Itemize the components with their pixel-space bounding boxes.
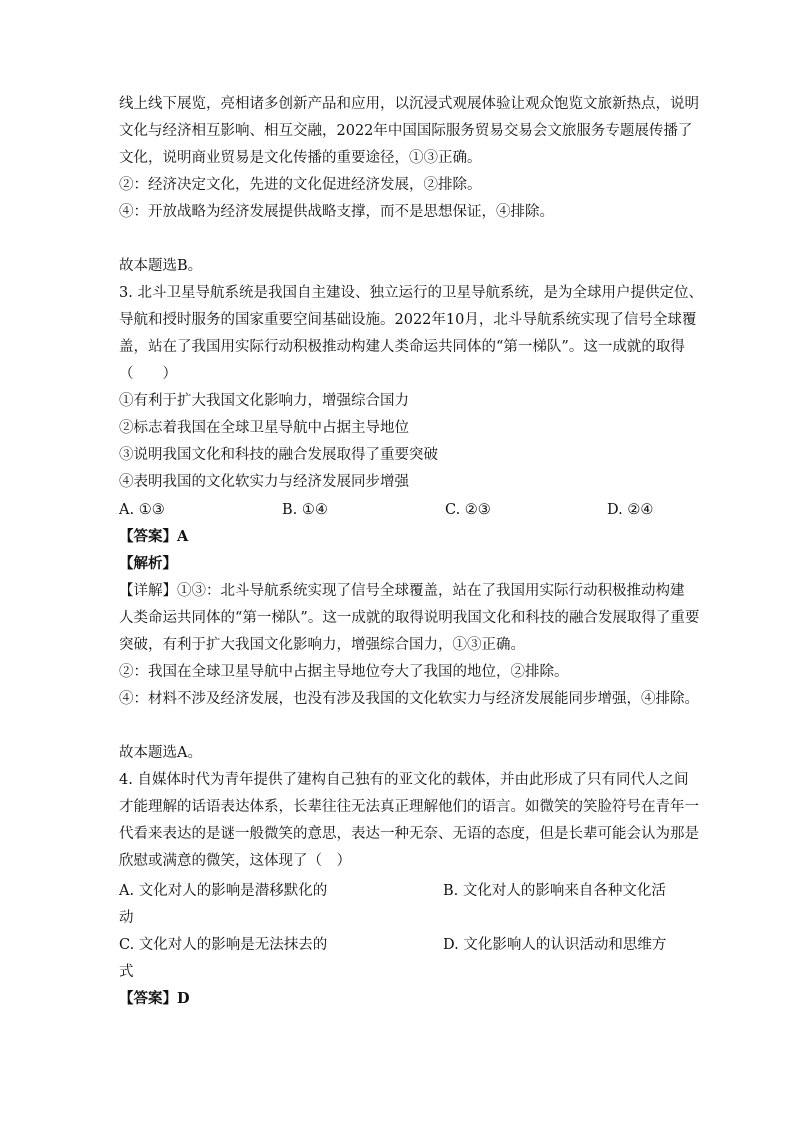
- explanation-line: 【详解】①③：北斗导航系统实现了信号全球覆盖，站在了我国用实际行动积极推动构建: [119, 583, 685, 599]
- question-3-statement: ①有利于扩大我国文化影响力，增强综合国力: [119, 393, 409, 409]
- text-line: ④：开放战略为经济发展提供战略支撑，而不是思想保证，④排除。: [119, 204, 554, 220]
- question-4-option-b: B. 文化对人的影响来自各种文化活: [443, 883, 666, 899]
- question-4-option-wrap: 式: [119, 964, 134, 980]
- explanation-line: 突破，有利于扩大我国文化影响力，增强综合国力，①③正确。: [119, 637, 525, 653]
- question-4-option-c: C. 文化对人的影响是无法抹去的: [119, 937, 328, 953]
- question-4-option-a: A. 文化对人的影响是潜移默化的: [119, 883, 328, 899]
- text-line: 文化，说明商业贸易是文化传播的重要途径，①③正确。: [119, 150, 482, 166]
- conclusion-line: 故本题选A。: [119, 745, 202, 761]
- question-4-option-d: D. 文化影响人的认识活动和思维方: [443, 937, 667, 953]
- question-3-statement: ③说明我国文化和科技的融合发展取得了重要突破: [119, 447, 438, 463]
- question-3-blank: （ ）: [119, 366, 177, 382]
- analysis-label: 【解析】: [119, 555, 177, 572]
- question-4-stem: 才能理解的话语表达体系，长辈往往无法真正理解他们的语言。如微笑的笑脸符号在青年一: [119, 799, 699, 815]
- explanation-line: ②：我国在全球卫星导航中占据主导地位夸大了我国的地位，②排除。: [119, 664, 569, 680]
- question-3-option-d: D. ②④: [607, 502, 654, 518]
- question-3-option-c: C. ②③: [445, 502, 491, 518]
- question-4-stem: 欣慰或满意的微笑，这体现了（ ）: [119, 853, 351, 869]
- question-3-option-b: B. ①④: [282, 502, 328, 518]
- explanation-line: ④：材料不涉及经济发展，也没有涉及我国的文化软实力与经济发展能同步增强，④排除。: [119, 691, 699, 707]
- question-3-stem: 盖，站在了我国用实际行动积极推动构建人类命运共同体的“第一梯队”。这一成就的取得: [119, 339, 685, 355]
- question-4-stem: 4. 自媒体时代为青年提供了建构自己独有的亚文化的载体，并由此形成了只有同代人之间: [119, 772, 689, 788]
- text-line: ②：经济决定文化，先进的文化促进经济发展，②排除。: [119, 177, 482, 193]
- question-4-option-wrap: 动: [119, 910, 134, 926]
- question-4-stem: 代看来表达的是谜一般微笑的意思，表达一种无奈、无语的态度，但是长辈可能会认为那是: [119, 826, 699, 842]
- answer-label: 【答案】A: [119, 528, 189, 545]
- explanation-line: 人类命运共同体的“第一梯队”。这一成就的取得说明我国文化和科技的融合发展取得了重要: [119, 610, 700, 626]
- text-line: 文化与经济相互影响、相互交融，2022年中国国际服务贸易交易会文旅服务专题展传播了: [119, 123, 693, 139]
- answer-label: 【答案】D: [119, 990, 190, 1007]
- text-line: 线上线下展览，亮相诸多创新产品和应用，以沉浸式观展体验让观众饱览文旅新热点，说明: [119, 96, 699, 112]
- question-3-statement: ④表明我国的文化软实力与经济发展同步增强: [119, 474, 409, 490]
- question-3-statement: ②标志着我国在全球卫星导航中占据主导地位: [119, 420, 409, 436]
- question-3-option-a: A. ①③: [119, 502, 165, 518]
- question-3-stem: 3. 北斗卫星导航系统是我国自主建设、独立运行的卫星导航系统，是为全球用户提供定位、: [119, 285, 703, 301]
- question-3-stem: 导航和授时服务的国家重要空间基础设施。2022年10月，北斗导航系统实现了信号全球覆: [119, 312, 697, 328]
- conclusion-line: 故本题选B。: [119, 258, 203, 274]
